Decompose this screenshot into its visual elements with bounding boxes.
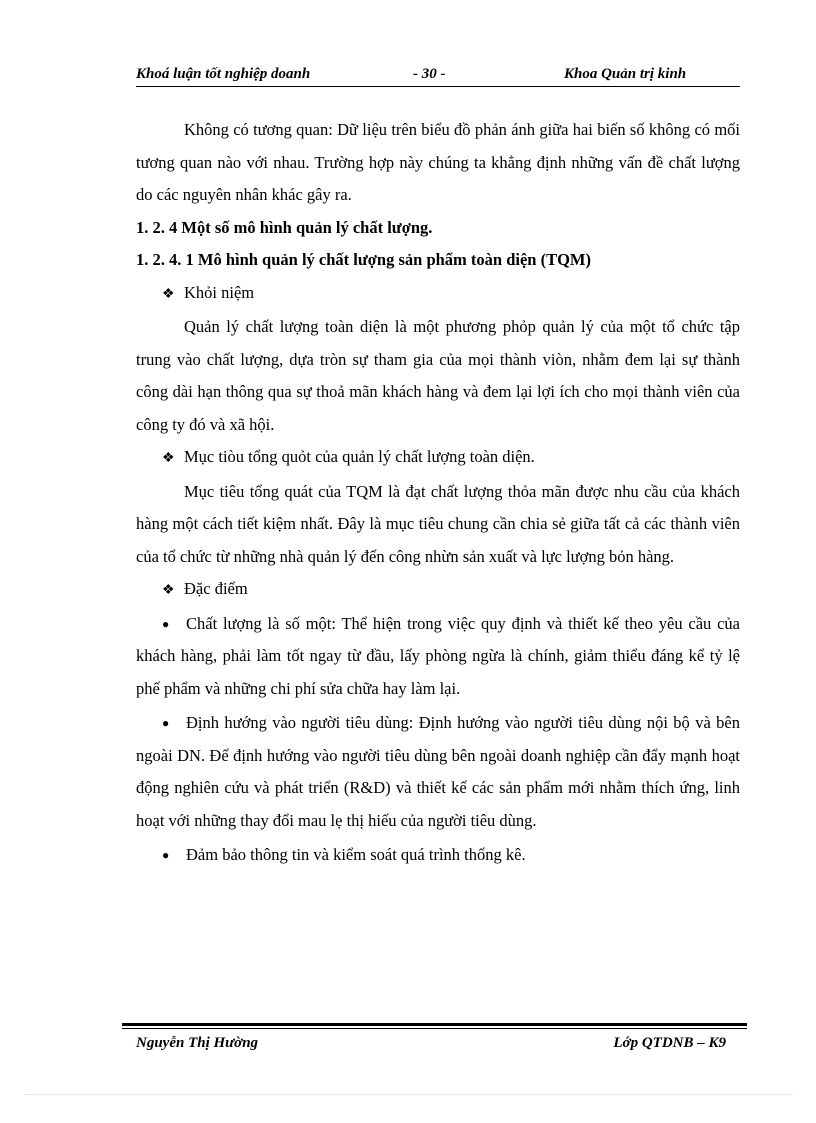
paragraph-correlation: Không có tương quan: Dữ liệu trên biểu đồ phản ánh giữa hai biến số không có mối tương quan nào với nhau. Trường hợp này chúng ta khẳng định những vấn đề chất lượng do các nguyên nhân khác gây ra. <box>136 120 740 204</box>
list-item-text: Định hướng vào người tiêu dùng: Định hướng vào người tiêu dùng nội bộ và bên ngoài DN. Để định hướng vào người tiêu dùng bên ngoài doanh nghiệp cần đẩy mạnh hoạt động nghiên cứu và phát triển (R&D) và thiết kế các sản phẩm mới nhằm thích ứng, linh hoạt với những thay đổi mau lẹ thị hiếu của người tiêu dùng. <box>136 713 740 830</box>
four-diamond-icon: ❖ <box>162 451 175 466</box>
page-number: - 30 - <box>413 66 446 82</box>
subsection-heading: 1. 2. 4. 1 Mô hình quản lý chất lượng sản phẩm toàn diện (TQM) <box>136 250 591 269</box>
list-item <box>136 608 740 706</box>
four-diamond-icon: ❖ <box>162 286 175 302</box>
list-item-text: Đảm bảo thông tin và kiểm soát quá trình thống kê. <box>186 845 526 864</box>
list-item <box>136 707 740 837</box>
footer-rule-thin <box>122 1028 747 1029</box>
footer-rule-thick <box>122 1023 747 1026</box>
bullet-dot-icon: ● <box>162 616 170 631</box>
objective-heading-text: Mục tiòu tổng quỏt của quản lý chất lượng toàn diện. <box>184 447 535 466</box>
header-rule-thin <box>136 86 740 87</box>
paragraph-objective: Mục tiêu tổng quát của TQM là đạt chất lượng thỏa mãn được nhu cầu của khách hàng một cách tiết kiệm nhất. Đây là mục tiêu chung cần chia sẻ giữa tất cả các thành viên của tổ chức từ những nhà quản lý đến công nhừn sản xuất và lực lượng bỏn hàng. <box>136 481 740 566</box>
header-left-text: Khoá luận tốt nghiệp doanh <box>136 66 311 82</box>
four-diamond-icon: ❖ <box>162 583 175 598</box>
header-right-text: Khoa Quản trị kinh <box>564 66 687 82</box>
concept-heading-text: Khỏi niệm <box>184 282 255 302</box>
footer-class: Lớp QTDNB – K9 <box>613 1035 726 1051</box>
page-header <box>136 64 740 104</box>
footer-author: Nguyễn Thị Hường <box>136 1035 259 1051</box>
list-item-text: Chất lượng là số một: Thể hiện trong việc quy định và thiết kế theo yêu cầu của khách hàng, phải làm tốt ngay từ đầu, lấy phòng ngừa là chính, giảm thiểu đáng kể tỷ lệ phế phẩm và những chi phí sửa chữa hay làm lại. <box>136 613 740 698</box>
bullet-dot-icon: ● <box>162 848 170 862</box>
features-heading <box>136 573 740 608</box>
objective-heading <box>136 441 740 476</box>
concept-heading <box>136 277 740 312</box>
page-footer <box>136 1032 740 1056</box>
list-item <box>136 839 740 872</box>
bullet-dot-icon: ● <box>162 716 170 730</box>
features-heading-text: Đặc điểm <box>184 579 248 598</box>
page-body <box>136 114 740 872</box>
paragraph-definition: Quản lý chất lượng toàn diện là một phương phỏp quản lý của một tổ chức tập trung vào chất lượng, dựa tròn sự tham gia của mọi thành viòn, nhằm đem lại sự thành công dài hạn thông qua sự thoả mãn khách hàng và đem lại lợi ích cho mọi thành viên của công ty đó và xã hội. <box>136 317 740 434</box>
page-bottom-dotted-line <box>24 1094 794 1095</box>
section-heading: 1. 2. 4 Một số mô hình quản lý chất lượng. <box>136 217 433 237</box>
